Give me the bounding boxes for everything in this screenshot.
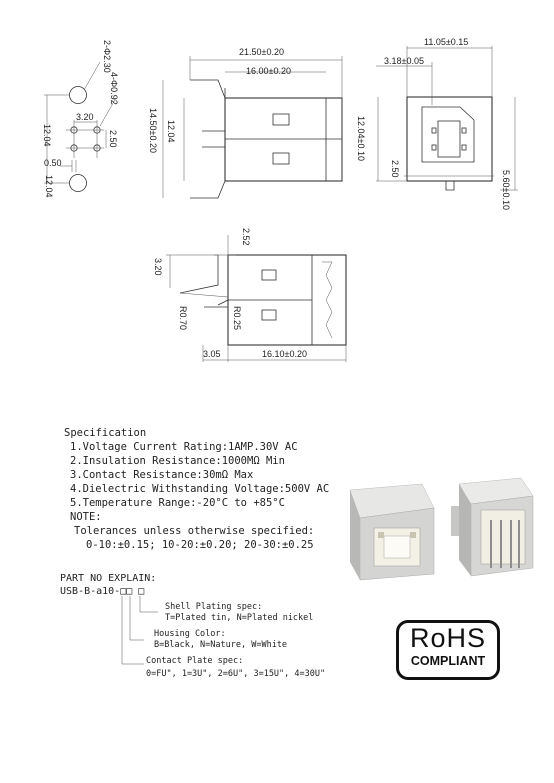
spec-item: 2.Insulation Resistance:1000MΩ Min (70, 455, 285, 467)
shell-plating-options: T=Plated tin, N=Plated nickel (165, 613, 314, 623)
side-view-drawing (148, 47, 342, 198)
housing-color-options: B=Black, N=Nature, W=White (154, 640, 288, 650)
dim-bottom-r0-70: R0.70 (178, 306, 188, 331)
dim-bottom-3-20: 3.20 (153, 258, 163, 276)
dim-left-span: 12.04 (44, 175, 54, 198)
contact-plate-options: 0=FU", 1=3U", 2=6U", 3=15U", 4=30U" (146, 669, 326, 679)
dim-2-holes: 2-Φ2.30 (102, 40, 112, 73)
spec-item: 5.Temperature Range:-20°C to +85°C (70, 497, 285, 509)
dim-4-holes: 4-Φ0.92 (109, 72, 119, 105)
housing-color-label: Housing Color: (154, 629, 226, 639)
rohs-subtitle: COMPLIANT (410, 654, 486, 668)
bottom-view-drawing (153, 228, 346, 362)
rohs-compliant-badge (396, 620, 500, 680)
dim-front-width: 11.05±0.15 (424, 37, 469, 47)
connector-photo-front (330, 470, 442, 582)
dim-offset: 0.50 (44, 158, 62, 168)
dim-front-offset: 3.18±0.05 (384, 56, 424, 66)
dim-body-width: 12.04 (166, 120, 176, 143)
front-view-drawing (356, 37, 518, 210)
connector-photo-rear (445, 476, 543, 584)
dim-front-height: 12.04±0.10 (356, 116, 366, 161)
dim-body-length: 16.00±0.20 (246, 66, 291, 76)
rohs-title: RoHS (409, 623, 487, 653)
dim-pin-pitch: 3.20 (76, 112, 94, 122)
note-line-2: 0-10:±0.15; 10-20:±0.20; 20-30:±0.25 (86, 539, 314, 551)
dim-overall-width: 14.50±0.20 (148, 108, 158, 153)
dim-overall-length: 21.50±0.20 (239, 47, 284, 57)
dim-bottom-length: 16.10±0.20 (262, 349, 307, 359)
dim-holes-span: 12.04 (42, 124, 52, 147)
spec-item: 4.Dielectric Withstanding Voltage:500V AC (70, 483, 330, 495)
dim-bottom-2-52: 2.52 (241, 228, 251, 246)
dim-pin-row: 2.50 (108, 130, 118, 148)
spec-item: 1.Voltage Current Rating:1AMP.30V AC (70, 441, 298, 453)
part-no-title: PART NO EXPLAIN: (60, 573, 157, 584)
pin-layout-drawing (42, 40, 119, 198)
note-line-1: Tolerances unless otherwise specified: (74, 525, 315, 537)
shell-plating-label: Shell Plating spec: (165, 602, 263, 612)
dim-bottom-r0-25: R0.25 (232, 306, 242, 331)
specification-block (64, 426, 329, 552)
dim-front-5-60: 5.60±0.10 (501, 170, 511, 210)
spec-title: Specification (64, 427, 147, 439)
contact-plate-label: Contact Plate spec: (146, 656, 244, 666)
part-no-code: USB-B-a10-□□ □ (60, 586, 145, 597)
spec-item: 3.Contact Resistance:30mΩ Max (70, 469, 254, 481)
dim-front-2-50: 2.50 (390, 160, 400, 178)
dim-bottom-3-05: 3.05 (203, 349, 221, 359)
note-label: NOTE: (70, 511, 102, 523)
